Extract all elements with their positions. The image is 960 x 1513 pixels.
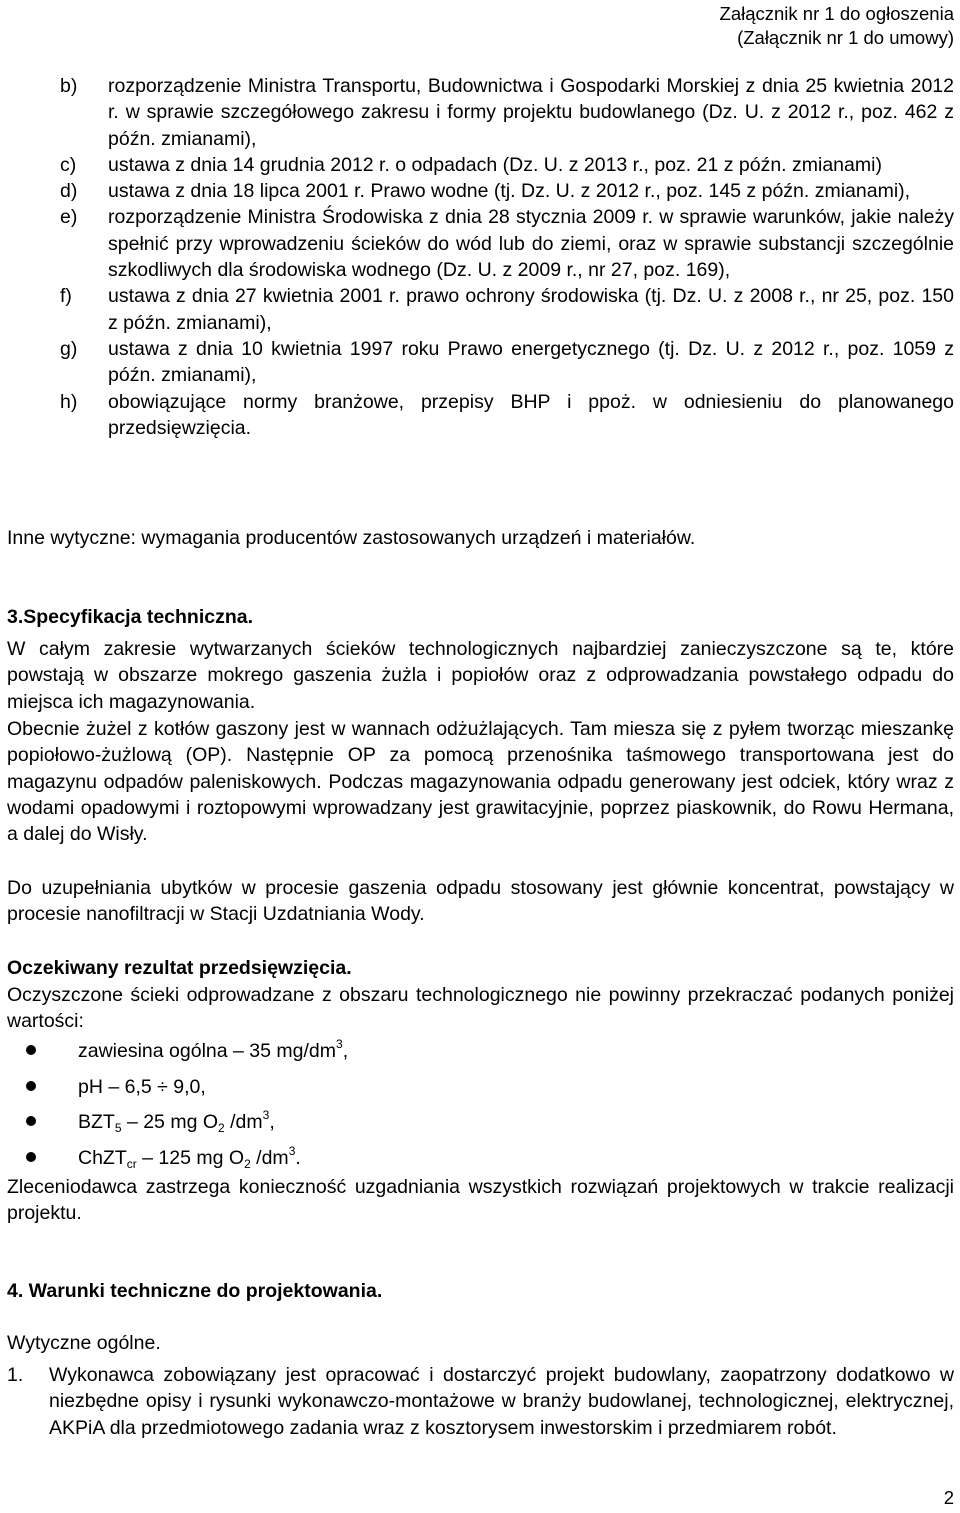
section-3-paragraph-3: Do uzupełniania ubytków w procesie gaszenia odpadu stosowany jest głównie koncentrat, powstający w procesie nanofiltracji w Stacji Uzdatniania Wody.	[7, 877, 954, 926]
list-item	[7, 389, 954, 442]
list-item: zawiesina ogólna – 35 $mg/dm^3$,	[7, 1036, 348, 1072]
list-item	[7, 152, 954, 178]
bullet-icon	[26, 1152, 36, 1162]
legal-acts-list	[7, 73, 954, 441]
list-marker: e)	[60, 206, 78, 229]
bullet-icon	[26, 1081, 36, 1091]
list-item: pH – 6,5 ÷ 9,0,	[7, 1072, 348, 1108]
list-item	[7, 204, 954, 283]
list-marker: h)	[60, 390, 78, 413]
list-item	[7, 178, 954, 204]
list-marker: b)	[60, 75, 78, 97]
list-item-text: rozporządzenie Ministra Transportu, Budownictwa i Gospodarki Morskiej z dnia 25 kwietnia 2012 r. w sprawie szczegółowego zakresu i formy projektu budowlanego (Dz. U. z 2012 r., poz. 462 z późn. zmianami),	[108, 75, 954, 150]
list-marker: c)	[60, 153, 77, 176]
list-marker: g)	[60, 337, 78, 360]
list-item-text: ustawa z dnia 14 grudnia 2012 r. o odpadach (Dz. U. z 2013 r., poz. 21 z późn. zmianami)	[108, 153, 882, 176]
list-marker: f)	[60, 285, 72, 308]
annex-notice-line: Załącznik nr 1 do ogłoszenia	[719, 3, 954, 24]
reservation-paragraph: Zleceniodawca zastrzega konieczność uzgadniania wszystkich rozwiązań projektowych w trakcie realizacji projektu.	[7, 1176, 954, 1225]
list-item-text: Wykonawca zobowiązany jest opracować i dostarczyć projekt budowlany, zaopatrzony dodatkowo w niezbędne opisy i rysunki wykonawczo-montażowe w branży budowlanej, technologicznej, elektrycznej, AKPiA dla przedmiotowego zadania wraz z kosztorysem inwestorskim i przedmiarem robót.	[49, 1364, 954, 1439]
section-3-heading: 3.Specyfikacja techniczna.	[7, 606, 254, 628]
list-number: 1.	[7, 1364, 24, 1386]
page-header	[720, 2, 954, 50]
bullet-icon	[26, 1116, 36, 1126]
list-item	[7, 283, 954, 336]
list-item: $BZT_5 - 25$ mg $O_2$ $/dm^3$,	[7, 1107, 348, 1143]
section-3-paragraph-1: W całym zakresie wytwarzanych ścieków technologicznych najbardziej zanieczyszczone są te, które powstają w obszarze mokrego gaszenia żużla i popiołów oraz z odprowadzania powstałego odpadu do miejsca ich magazynowania.	[7, 638, 954, 713]
list-item-text: ustawa z dnia 27 kwietnia 2001 r. prawo ochrony środowiska (tj. Dz. U. z 2008 r., nr 25, poz. 150 z późn. zmianami),	[108, 285, 954, 334]
section-4-heading: 4. Warunki techniczne do projektowania.	[7, 1280, 383, 1302]
list-item-text: ustawa z dnia 10 kwietnia 1997 roku Prawo energetycznego (tj. Dz. U. z 2012 r., poz. 1059 z późn. zmianami),	[108, 337, 954, 387]
list-item-text: obowiązujące normy branżowe, przepisy BHP i ppoż. w odniesieniu do planowanego przedsięwzięcia.	[108, 390, 954, 439]
section-3-paragraph-2: Obecnie żużel z kotłów gaszony jest w wannach odżużlających. Tam miesza się z pyłem tworząc mieszankę popiołowo-żużlową (OP). Następnie OP za pomocą przenośnika taśmowego transportowana jest do magazynu odpadów paleniskowych. Podczas magazynowania odpadu generowany jest odciek, który wraz z wodami opadowymi i roztopowymi wprowadzany jest grawitacyjnie, poprzez piaskownik, do Rowu Hermana, a dalej do Wisły.	[7, 718, 954, 846]
general-guidelines-subheading: Wytyczne ogólne.	[7, 1332, 161, 1354]
technical-conditions-list	[7, 1362, 954, 1441]
limit-values-list	[7, 1036, 348, 1178]
list-item: ChZT$_{cr}$ – 125 mg $O_2$ $/dm^3$.	[7, 1143, 348, 1179]
list-item	[7, 1362, 954, 1441]
list-item	[7, 73, 954, 152]
list-item-text: ustawa z dnia 18 lipca 2001 r. Prawo wodne (tj. Dz. U. z 2012 r., poz. 145 z późn. zmianami),	[108, 180, 911, 203]
page-number: 2	[943, 1487, 954, 1508]
expected-result-heading: Oczekiwany rezultat przedsięwzięcia.	[7, 957, 352, 979]
bullet-icon	[26, 1045, 36, 1055]
list-item	[7, 336, 954, 389]
annex-contract-line: (Załącznik nr 1 do umowy)	[737, 27, 954, 48]
expected-result-intro: Oczyszczone ścieki odprowadzane z obszaru technologicznego nie powinny przekraczać podanych poniżej wartości:	[7, 984, 954, 1033]
list-marker: d)	[60, 180, 78, 203]
list-item-text: rozporządzenie Ministra Środowiska z dnia 28 stycznia 2009 r. w sprawie warunków, jakie należy spełnić przy wprowadzeniu ścieków do wód lub do ziemi, oraz w sprawie substancji szczególnie szkodliwych dla środowiska wodnego (Dz. U. z 2009 r., nr 27, poz. 169),	[108, 206, 954, 282]
other-guidelines-line: Inne wytyczne: wymagania producentów zastosowanych urządzeń i materiałów.	[7, 527, 696, 549]
